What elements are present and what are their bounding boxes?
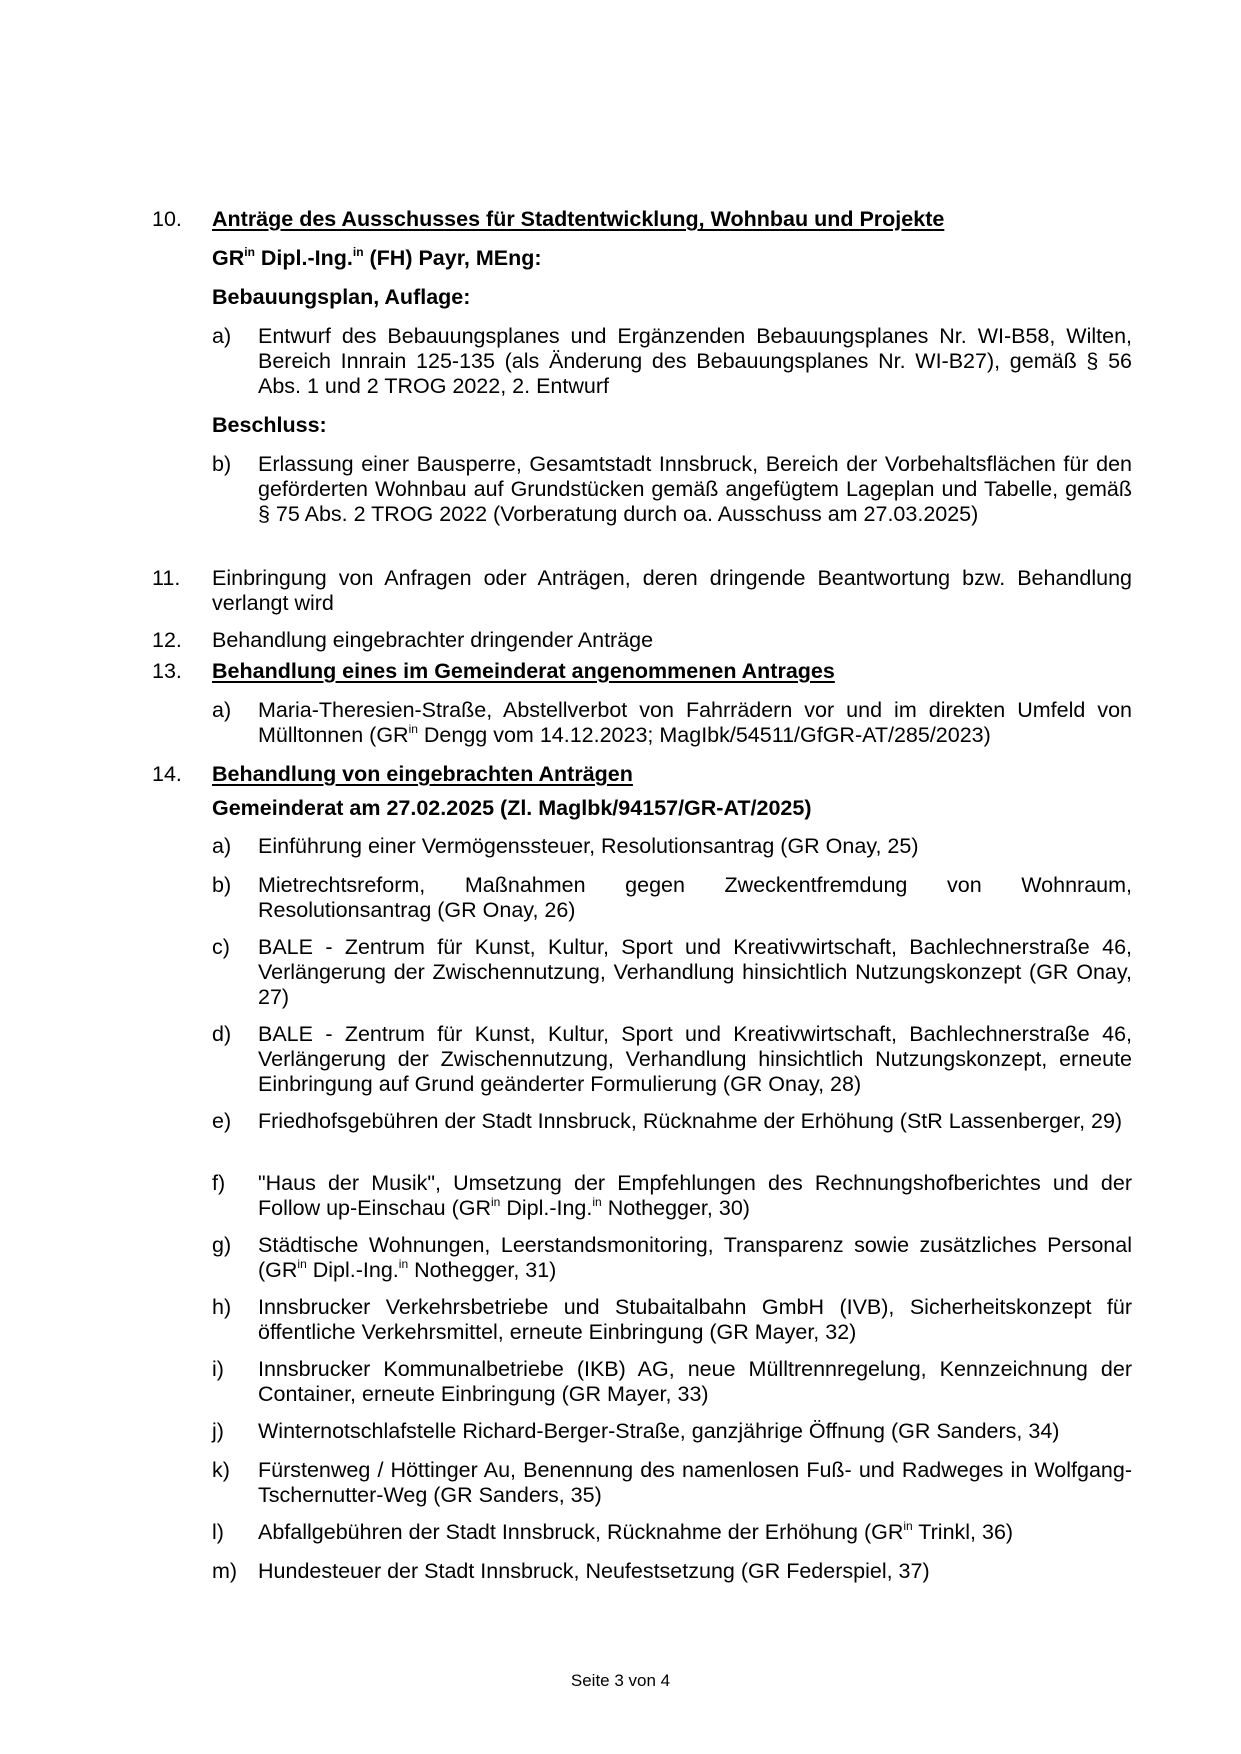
item-letter: g) bbox=[212, 1233, 232, 1257]
item-letter: l) bbox=[212, 1520, 224, 1544]
item-letter: k) bbox=[212, 1458, 230, 1482]
subheading-text: Beschluss: bbox=[212, 413, 327, 437]
item-letter: m) bbox=[212, 1559, 238, 1583]
item-text: Innsbrucker Kommunalbetriebe (IKB) AG, neue Mülltrennregelung, Kennzeichnung der Container, erneute Einbringung (GR Mayer, 33) bbox=[258, 1357, 1132, 1406]
item-text: Maria-Theresien-Straße, Abstellverbot von Fahrrädern vor und im direkten Umfeld von Mülltonnen ($GR^{in}$ Dengg vom 14.12.2023; MagIbk/54511/GfGR-AT/285/2023) bbox=[258, 698, 1132, 747]
item-letter: a) bbox=[212, 834, 232, 858]
item-text: BALE - Zentrum für Kunst, Kultur, Sport und Kreativwirtschaft, Bachlechnerstraße 46, Verlängerung der Zwischennutzung, Verhandlung hinsichtlich Nutzungskonzept (GR Onay, 27) bbox=[258, 935, 1132, 1009]
section-number: 13. bbox=[152, 659, 182, 683]
speaker-name: $GR^{in}$ Dipl.-Ing.$^{in}$ (FH) Payr, MEng: bbox=[212, 244, 542, 270]
item-letter: e) bbox=[212, 1109, 232, 1133]
item-text: "Haus der Musik", Umsetzung der Empfehlungen des Rechnungshofberichtes und der Follow up-Einschau ($GR^{in}$ Dipl.-Ing.$^{in}$ Nothegger, 30) bbox=[258, 1171, 1132, 1220]
item-letter: f) bbox=[212, 1171, 226, 1195]
item-letter: d) bbox=[212, 1022, 232, 1046]
section-number: 14. bbox=[152, 762, 182, 786]
item-letter: h) bbox=[212, 1295, 232, 1319]
item-text: Mietrechtsreform, Maßnahmen gegen Zweckentfremdung von Wohnraum, Resolutionsantrag (GR Onay, 26) bbox=[258, 873, 1132, 922]
item-text: Einführung einer Vermögenssteuer, Resolutionsantrag (GR Onay, 25) bbox=[258, 834, 919, 858]
item-letter: b) bbox=[212, 452, 232, 476]
item-letter: b) bbox=[212, 873, 232, 897]
item-letter: i) bbox=[212, 1357, 224, 1381]
section-number: 10. bbox=[152, 207, 182, 231]
item-text: Erlassung einer Bausperre, Gesamtstadt Innsbruck, Bereich der Vorbehaltsflächen für den geförderten Wohnbau auf Grundstücken gemäß angefügtem Lageplan und Tabelle, gemäß § 75 Abs. 2 TROG 2022 (Vorberatung durch oa. Ausschuss am 27.03.2025) bbox=[258, 452, 1132, 526]
subtitle-text: Gemeinderat am 27.02.2025 (Zl. Maglbk/94157/GR-AT/2025) bbox=[212, 796, 812, 820]
item-text: Hundesteuer der Stadt Innsbruck, Neufestsetzung (GR Federspiel, 37) bbox=[258, 1559, 930, 1583]
item-text: BALE - Zentrum für Kunst, Kultur, Sport und Kreativwirtschaft, Bachlechnerstraße 46, Verlängerung der Zwischennutzung, Verhandlung hinsichtlich Nutzungskonzept, erneute Einbringung auf Grund geänderter Formulierung (GR Onay, 28) bbox=[258, 1022, 1132, 1096]
item-text: Fürstenweg / Höttinger Au, Benennung des namenlosen Fuß- und Radweges in Wolfgang-Tschernutter-Weg (GR Sanders, 35) bbox=[258, 1458, 1132, 1507]
item-text: Innsbrucker Verkehrsbetriebe und Stubaitalbahn GmbH (IVB), Sicherheitskonzept für öffentliche Verkehrsmittel, erneute Einbringung (GR Mayer, 32) bbox=[258, 1295, 1132, 1344]
section-number: 12. bbox=[152, 628, 182, 652]
item-text: Friedhofsgebühren der Stadt Innsbruck, Rücknahme der Erhöhung (StR Lassenberger, 29) bbox=[258, 1109, 1123, 1133]
section-title: Behandlung von eingebrachten Anträgen bbox=[212, 762, 633, 786]
item-text: Abfallgebühren der Stadt Innsbruck, Rücknahme der Erhöhung ($GR^{in}$ Trinkl, 36) bbox=[258, 1518, 1014, 1544]
page-footer: Seite 3 von 4 bbox=[570, 1671, 671, 1690]
item-text: Winternotschlafstelle Richard-Berger-Straße, ganzjährige Öffnung (GR Sanders, 34) bbox=[258, 1419, 1060, 1443]
section-text: Einbringung von Anfragen oder Anträgen, deren dringende Beantwortung bzw. Behandlung verlangt wird bbox=[212, 566, 1132, 615]
subheading-text: Bebauungsplan, Auflage: bbox=[212, 285, 471, 309]
item-text: Städtische Wohnungen, Leerstandsmonitoring, Transparenz sowie zusätzliches Personal ($GR^{in}$ Dipl.-Ing.$^{in}$ Nothegger, 31) bbox=[258, 1233, 1132, 1282]
section-title: Behandlung eines im Gemeinderat angenommenen Antrages bbox=[212, 659, 835, 683]
section-number: 11. bbox=[152, 566, 181, 590]
item-letter: a) bbox=[212, 324, 232, 348]
item-letter: j) bbox=[212, 1419, 224, 1443]
item-letter: a) bbox=[212, 698, 232, 722]
section-title: Anträge des Ausschusses für Stadtentwicklung, Wohnbau und Projekte bbox=[212, 207, 945, 231]
section-text: Behandlung eingebrachter dringender Anträge bbox=[212, 628, 654, 652]
item-text: Entwurf des Bebauungsplanes und Ergänzenden Bebauungsplanes Nr. WI-B58, Wilten, Bereich Innrain 125-135 (als Änderung des Bebauungsplanes Nr. WI-B27), gemäß § 56 Abs. 1 und 2 TROG 2022, 2. Entwurf bbox=[258, 324, 1132, 398]
item-letter: c) bbox=[212, 935, 230, 959]
